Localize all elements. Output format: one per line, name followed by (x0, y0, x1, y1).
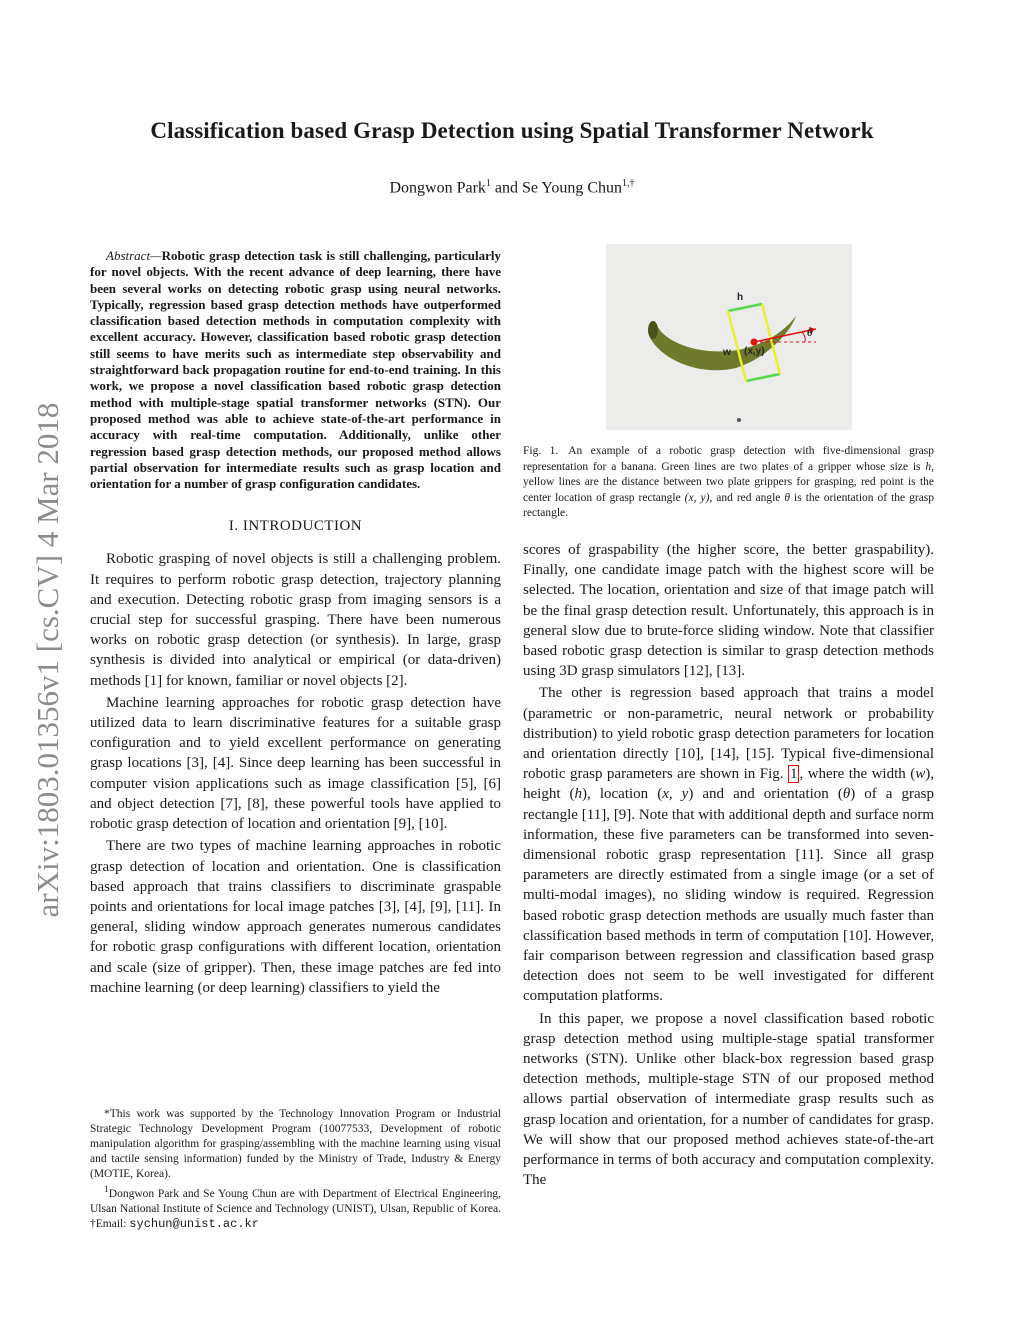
paper-title: Classification based Grasp Detection using Spatial Transformer Network (150, 118, 874, 143)
author-1: Dongwon Park (389, 179, 486, 197)
label-w: w (723, 347, 731, 358)
caption-text-d: is the orientation of the grasp rectangle. (523, 491, 935, 519)
right-column (523, 540, 934, 1193)
right-paragraph-1: scores of graspability (the higher score, the better graspability). Finally, one candidate image patch with the highest score will be selected. The location, orientation and size of that image patch will be the final grasp detection result. Unfortunately, this approach is in general slow due to brute-force sliding window. Note that classifier based robotic grasp detection is similar to grasp detection methods using 3D grasp simulators [12], [13]. (523, 542, 934, 680)
right-paragraph-2 (523, 683, 934, 1006)
figure-1-link[interactable]: 1 (789, 766, 798, 783)
author-1-affiliation: 1 (485, 178, 491, 189)
banana-stem (648, 321, 658, 339)
p2-text-b: , where the width ( (799, 766, 916, 783)
author-conjunction: and (494, 179, 518, 197)
section-heading-introduction: I. INTRODUCTION (228, 518, 363, 535)
author-line (0, 178, 1024, 197)
caption-var-xy: (x, y) (684, 491, 710, 504)
label-xy: (x,y) (744, 346, 765, 357)
p2-text-f: ) of a grasp rectangle [11], [9]. Note that with additional depth and surface norm information, these five parameters can be transformed into seven-dimensional robotic grasp representation [11]. Since all grasp parameters are directly estimated from a single image (or a set of multi-modal images), no sliding window is required. Regression based robotic grasp detection methods are usually much faster than classification based methods in term of computation [10]. However, fair comparison between regression and classification based grasp detection does not seem to be well investigated for different computation platforms. (523, 786, 935, 1005)
intro-paragraph-2: Machine learning approaches for robotic grasp detection have utilized data to learn discriminative features for a suitable grasp configuration and to yield excellent performance on generating grasp locations [3], [4]. Since deep learning has been successful in computer vision applications such as image classification [5], [6] and object detection [7], [8], these powerful tools have applied to robotic grasp detection of location and orientation [9], [10]. (90, 694, 501, 833)
author-2: Se Young Chun (522, 179, 623, 197)
arxiv-watermark (28, 360, 68, 960)
speck (737, 418, 741, 422)
arxiv-id: arXiv:1803.01356v1 [cs.CV] 4 Mar 2018 (30, 402, 65, 918)
left-column (90, 248, 501, 1000)
footnotes (90, 1107, 501, 1232)
abstract-text: Robotic grasp detection task is still challenging, particularly for novel objects. With the recent advance of deep learning, there have been several works on detecting robotic grasp using neural networks. Typically, regression based grasp detection methods have outperformed classification based detection methods in computation complexity with excellent accuracy. However, classification based robotic grasp detection still seems to have merits such as intermediate step observability and straightforward back propagation routine for end-to-end training. In this work, we propose a novel classification based robotic grasp detection method with multiple-stage spatial transformer networks (STN). Our proposed method was able to achieve state-of-the-art performance in accuracy with real-time computation. Additionally, unlike other regression based grasp detection methods, our proposed method allows partial observation for intermediate results such as grasp location and orientation for a number of grasp configuration candidates. (90, 248, 501, 492)
caption-var-theta: θ (784, 491, 791, 504)
author-2-affiliation: 1,† (622, 178, 635, 189)
right-paragraph-3: In this paper, we propose a novel classification based robotic grasp detection method using multiple-stage spatial transformer networks (STN). Unlike other black-box regression based grasp detection methods, multiple-stage STN of our proposed method allows partial observation of intermediate grasp results such as grasp location and orientation, for a number of candidates for grasp. We will show that our proposed method achieves state-of-the-art performance in terms of both accuracy and computation complexity. The (523, 1010, 934, 1189)
p2-text-e: ) and and orientation ( (688, 786, 843, 803)
abstract (90, 248, 501, 492)
footnote-affiliation (90, 1182, 501, 1232)
footnote-affiliation-text: Dongwon Park and Se Young Chun are with Department of Electrical Engineering, Ulsan National Institute of Science and Technology (UNIST), Ulsan, Republic of Korea. (90, 1187, 501, 1215)
p2-var-xy: x, y (662, 786, 689, 803)
caption-label: Fig. 1. (523, 445, 559, 457)
abstract-label: Abstract— (106, 248, 162, 263)
figure-1-caption (523, 444, 934, 522)
intro-paragraph-3: There are two types of machine learning approaches in robotic grasp detection of location and orientation. One is classification based approach that trains classifiers to discriminate graspable points and orientations for local image patches [3], [4], [9], [11]. In general, sliding window approach generates numerous candidates for robotic grasp configurations with different location, orientation and scale (size of gripper). Then, these image patches are fed into machine learning (or deep learning) classifiers to yield the (90, 838, 501, 996)
intro-paragraph-1: Robotic grasping of novel objects is still a challenging problem. It requires to perform robotic grasp detection, trajectory planning and execution. Detecting robotic grasp from imaging sensors is a crucial step for successful grasping. There have been numerous works on robotic grasp detection (or synthesis). In large, grasp synthesis is divided into analytical or empirical (or data-driven) methods [1] for known, familiar or novel objects [2]. (90, 551, 501, 689)
footnote-email-label: †Email: (90, 1217, 127, 1230)
p2-var-theta: θ (842, 786, 851, 803)
p2-text-c: ), height ( (523, 766, 934, 803)
footnote-email[interactable]: sychun@unist.ac.kr (129, 1216, 259, 1231)
caption-text-c: , and red angle (709, 491, 781, 504)
figure-background (606, 244, 852, 430)
caption-text-a: An example of a robotic grasp detection with five-dimensional grasp representation for a banana. Green lines are two plates of a gripper whose size is (523, 445, 934, 473)
label-theta: θ (807, 327, 813, 339)
p2-var-w: w (915, 766, 926, 783)
caption-var-h: h (925, 460, 932, 473)
footnote-affiliation-mark: 1 (104, 1184, 109, 1195)
p2-text-d: ), location ( (582, 786, 663, 803)
figure-1-image (606, 244, 852, 430)
footnote-funding: *This work was supported by the Technology Innovation Program or Industrial Strategic Technology Development Program (10077533, Development of robotic manipulation algorithm for grasping/assembling with the machine learning using visual and tactile sensing information) funded by the Ministry of Trade, Industry & Energy (MOTIE, Korea). (90, 1108, 501, 1180)
p2-text-a: The other is regression based approach that trains a model (parametric or non-parametric, neural network or probability distribution) to yield robotic grasp detection parameters for location and orientation directly [10], [14], [15]. Typical five-dimensional robotic grasp parameters are shown in Fig. (523, 685, 934, 783)
p2-var-h: h (574, 786, 583, 803)
label-h: h (737, 292, 744, 303)
grasp-center-point (751, 339, 758, 346)
banana-grasp-illustration (606, 244, 852, 430)
caption-text-b: , yellow lines are the distance between two plate grippers for grasping, red point is the center location of grasp rectangle (523, 460, 935, 504)
